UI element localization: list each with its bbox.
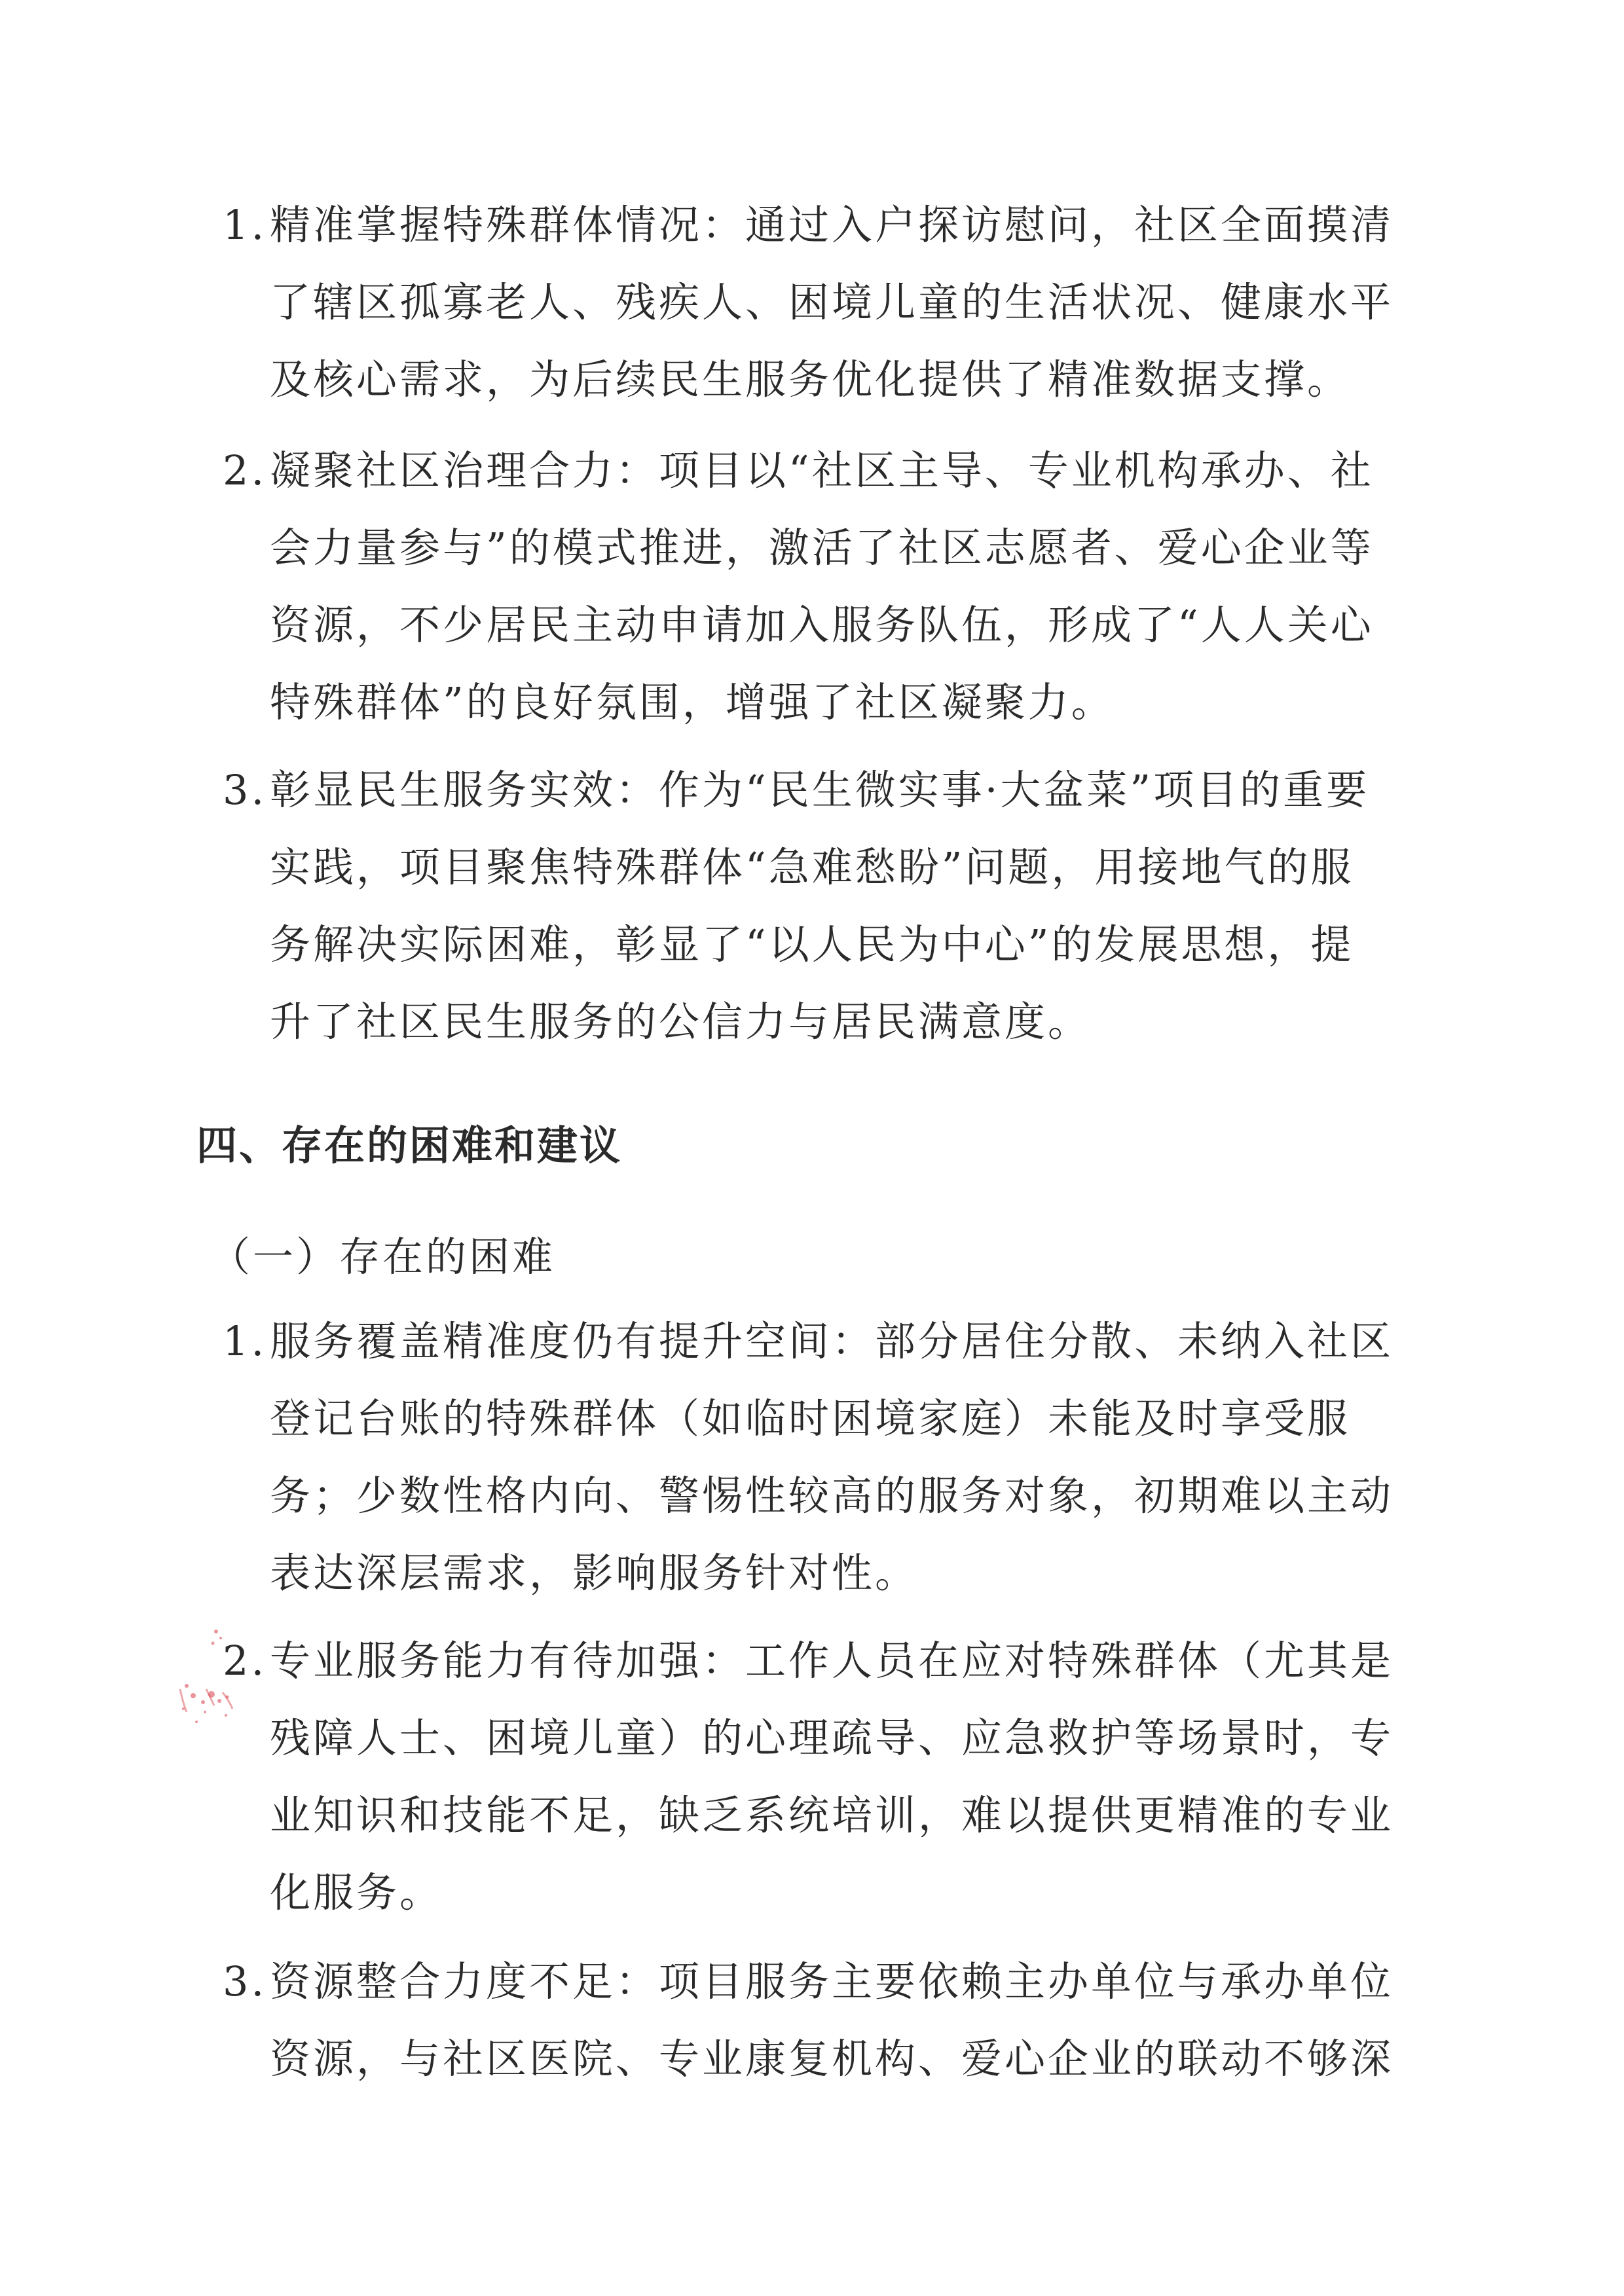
text-line: 2.凝聚社区治理合力：项目以“社区主导、专业机构承办、社	[223, 432, 1428, 509]
text-line: 业知识和技能不足，缺乏系统培训，难以提供更精准的专业	[270, 1791, 1394, 1839]
text-line: 及核心需求，为后续民生服务优化提供了精准数据支撑。	[270, 355, 1351, 403]
item-number: 1.	[223, 201, 267, 249]
item-number: 1.	[223, 1317, 267, 1365]
item-number: 3.	[223, 1958, 267, 2005]
seal-mark	[167, 1624, 252, 1761]
text-line: 务解决实际困难，彰显了“以人民为中心”的发展思想，提	[270, 920, 1354, 968]
list-item-bottom-1	[223, 1303, 1428, 1612]
text-line: 3.资源整合力度不足：项目服务主要依赖主办单位与承办单位	[223, 1943, 1428, 2020]
item-number: 2.	[223, 446, 267, 494]
text-line: 残障人士、困境儿童）的心理疏导、应急救护等场景时，专	[270, 1714, 1394, 1762]
text-line: 实践，项目聚焦特殊群体“急难愁盼”问题，用接地气的服	[270, 843, 1354, 891]
list-item-top-2	[223, 432, 1428, 741]
text-line: 3.彰显民生服务实效：作为“民生微实事·大盆菜”项目的重要	[223, 752, 1428, 829]
text-line: 升了社区民生服务的公信力与居民满意度。	[270, 998, 1092, 1046]
item-number: 2.	[223, 1637, 267, 1685]
item-number: 3.	[223, 766, 267, 814]
text-line: 1.精准掌握特殊群体情况：通过入户探访慰问，社区全面摸清	[223, 187, 1428, 264]
text-line: 资源，与社区医院、专业康复机构、爱心企业的联动不够深	[270, 2035, 1394, 2083]
text-line: 表达深层需求，影响服务针对性。	[270, 1549, 919, 1597]
text-line: 资源，不少居民主动申请加入服务队伍，形成了“人人关心	[270, 601, 1374, 649]
text-line: 特殊群体”的良好氛围，增强了社区凝聚力。	[270, 678, 1115, 726]
text-line: 务；少数性格内向、警惕性较高的服务对象，初期难以主动	[270, 1472, 1394, 1520]
list-item-top-1	[223, 187, 1428, 418]
list-item-top-3	[223, 752, 1428, 1061]
text-line: 1.服务覆盖精准度仍有提升空间：部分居住分散、未纳入社区	[223, 1303, 1428, 1380]
text-line: 了辖区孤寡老人、残疾人、困境儿童的生活状况、健康水平	[270, 278, 1394, 326]
text-line: 会力量参与”的模式推进，激活了社区志愿者、爱心企业等	[270, 524, 1374, 572]
text-line: 2.专业服务能力有待加强：工作人员在应对特殊群体（尤其是	[223, 1622, 1428, 1700]
text-line: 登记台账的特殊群体（如临时困境家庭）未能及时享受服	[270, 1394, 1351, 1442]
list-item-bottom-2	[223, 1622, 1428, 1931]
subsection-heading: （一）存在的困难	[210, 1233, 556, 1281]
list-item-bottom-3	[223, 1943, 1428, 2098]
section-heading: 四、存在的困难和建议	[196, 1121, 623, 1169]
text-line: 化服务。	[270, 1868, 443, 1916]
